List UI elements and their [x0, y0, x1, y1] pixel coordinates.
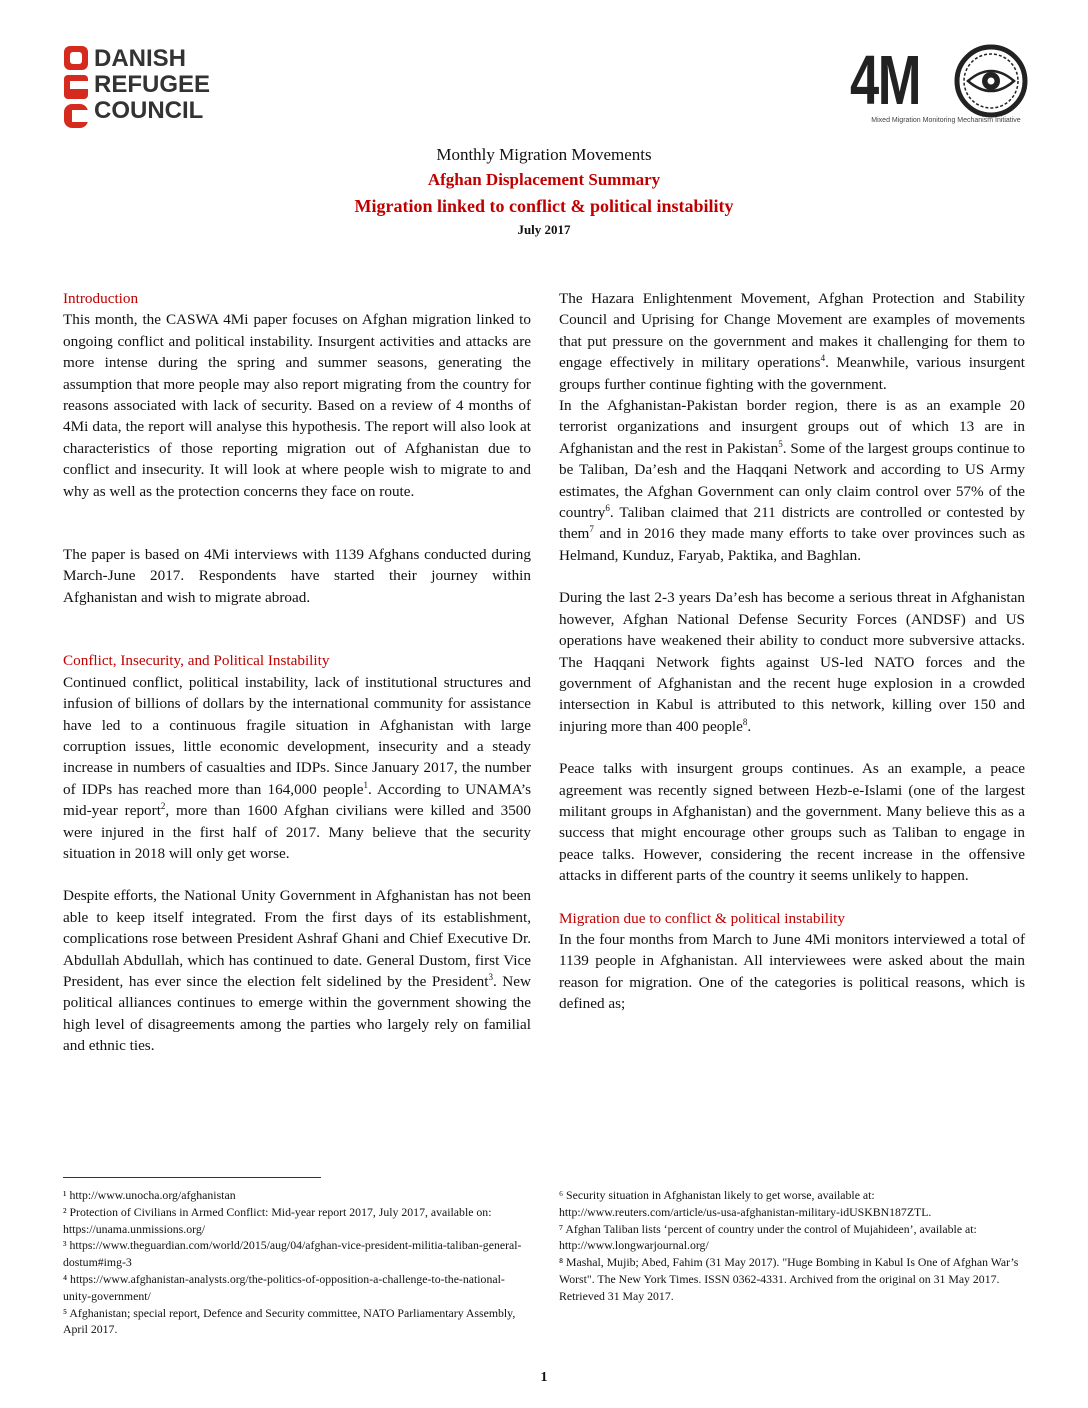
conflict-p1-text-b: . According to UNAMA’s mid-year report [63, 780, 531, 820]
drc-word-danish: DANISH [94, 45, 187, 72]
footnote-5: ⁵ Afghanistan; special report, Defence and Security committee, NATO Parliamentary Assembly, April 2017. [63, 1305, 516, 1337]
document-title: Monthly Migration Movements [436, 145, 652, 164]
introduction-paragraph-1: This month, the CASWA 4Mi paper focuses on Afghan migration linked to ongoing conflict and political instability. Insurgent activities and attacks are more intense during the spring and summer seasons, generating the assumption that more people may also report migrating from the country for reasons associated with lack of security. Based on a review of 4 months of 4Mi data, the report will analyse this hypothesis. The report will also look at characteristics of those reporting migration out of Afghanistan due to conflict and insecurity. It will look at where people wish to migrate to and why as well as the protection concerns they face on route. [63, 311, 531, 500]
right-p2-text-b: . Some of the largest groups continue to be Taliban, Da’esh and the Haqqani Network and according to US Army estimates, the Afghan Government can only claim control over 57% of the country [559, 439, 1025, 522]
drc-mark-icon [62, 46, 90, 128]
footnote-ref-7: 7 [589, 524, 594, 535]
footnote-1: ¹ http://www.unocha.org/afghanistan [63, 1188, 236, 1202]
right-p2-text-a: In the Afghanistan-Pakistan border region, there is as an example 20 terrorist organizations and insurgent groups out of which 13 are in Afghanistan and the rest in Pakistan [559, 397, 1025, 457]
eye-emblem-icon [954, 44, 1028, 118]
conflict-p1-text-c: , more than 1600 Afghan civilians were killed and 3500 were injured in the first half of 2017. Many believe that the security situation in 2018 will only get worse. [63, 802, 531, 862]
introduction-heading: Introduction [63, 290, 139, 307]
right-paragraph-1 [559, 288, 1025, 395]
footnote-4: ⁴ https://www.afghanistan-analysts.org/the-politics-of-opposition-a-challenge-to-the-national-unity-government/ [63, 1271, 505, 1303]
right-paragraph-5: In the four months from March to June 4Mi monitors interviewed a total of 1139 people in Afghanistan. All interviewees were asked about the main reason for migration. One of the categories is political reasons, which is defined as; [559, 930, 1025, 1013]
4mi-caption: Mixed Migration Monitoring Mechanism Initiative [871, 117, 1021, 124]
right-p2-text-c: . Taliban claimed that 211 districts are controlled or contested by them [559, 504, 1025, 543]
footnote-ref-5: 5 [778, 438, 783, 449]
conflict-p2-text-a: Despite efforts, the National Unity Government in Afghanistan has not been able to keep itself integrated. From the first days of its establishment, complications rose between President Ashraf Ghani and Chief Executive Dr. Abdullah Abdullah, which has continued to date. General Dustom, first Vice President, has ever since the election felt sidelined by the President [63, 887, 531, 990]
introduction-paragraph-2: The paper is based on 4Mi interviews with 1139 Afghans conducted during March-June 2017. Respondents have started their journey within Afghanistan and wish to migrate abroad. [63, 546, 531, 606]
right-p1-text-a: The Hazara Enlightenment Movement, Afghan Protection and Stability Council and Uprising for Change Movement are examples of movements that put pressure on the government and makes it challenging for them to engage effectively in military operations [559, 290, 1025, 372]
right-column [559, 288, 1025, 1015]
conflict-heading: Conflict, Insecurity, and Political Instability [63, 652, 330, 670]
footnotes-right [559, 1187, 1025, 1305]
document-topic: Migration linked to conflict & political instability [354, 196, 734, 216]
drc-word-refugee: REFUGEE [94, 71, 211, 98]
drc-logo [62, 46, 242, 128]
footnote-ref-2: 2 [160, 801, 166, 812]
footnote-ref-4: 4 [820, 353, 826, 364]
footnote-ref-1: 1 [363, 779, 368, 790]
footnote-ref-3: 3 [488, 971, 493, 982]
footnote-ref-8: 8 [742, 716, 748, 727]
conflict-paragraph-1 [63, 672, 531, 865]
footnote-divider [63, 1177, 321, 1178]
right-paragraph-3 [559, 587, 1025, 737]
right-p3-text-b: . [747, 717, 752, 735]
right-p2-text-d: and in 2016 they made many efforts to take over provinces such as Helmand, Kunduz, Faryab, Paktika, and Baghlan. [559, 525, 1025, 564]
conflict-p1-text-a: Continued conflict, political instability, lack of institutional structures and infusion of billions of dollars by the international community for assistance have led to a continuous fragile situation in Afghanistan with large corruption issues, little economic development, insecurity and a steady increase in numbers of casualties and IDPs. Since January 2017, the number of IDPs has reached more than 164,000 people [63, 673, 531, 798]
4mi-logo-text: 4M [850, 41, 920, 119]
footnotes-left [63, 1187, 531, 1338]
drc-word-council: COUNCIL [94, 97, 204, 124]
footnote-3: ³ https://www.theguardian.com/world/2015/aug/04/afghan-vice-president-militia-taliban-general-dostum#img-3 [63, 1238, 522, 1270]
page-number: 1 [540, 1370, 548, 1385]
footnote-7: ⁷ Afghan Taliban lists ‘percent of country under the control of Mujahideen’, available at: http://www.longwarjournal.org/ [559, 1221, 977, 1253]
footnote-6: ⁶ Security situation in Afghanistan likely to get worse, available at: http://www.reuters.com/article/us-usa-afghanistan-military-idUSKBN187ZTL. [559, 1188, 932, 1219]
footnote-2: ² Protection of Civilians in Armed Conflict: Mid-year report 2017, July 2017, available on: https://unama.unmissions.org/ [63, 1204, 492, 1236]
conflict-paragraph-2 [63, 885, 531, 1056]
left-column [63, 288, 531, 1057]
right-p1-text-b: . Meanwhile, various insurgent groups further continue fighting with the government. [559, 354, 1025, 393]
4mi-logo [846, 41, 1046, 134]
footnote-ref-6: 6 [605, 503, 610, 513]
footnote-8: ⁸ Mashal, Mujib; Abed, Fahim (31 May 2017). "Huge Bombing in Kabul Is One of Afghan War’s Worst". The New York Times. ISSN 0362-4331. Archived from the original on 31 May 2017. Retrieved 31 May 2017. [559, 1255, 1019, 1303]
right-paragraph-2 [559, 395, 1025, 566]
migration-heading: Migration due to conflict & political instability [559, 909, 845, 927]
right-p3-text-a: During the last 2-3 years Da’esh has become a serious threat in Afghanistan however, Afghan National Defense Security Forces (ANDSF) and US operations have weakened their ability to conduct more subversive attacks. The Haqqani Network fights against US-led NATO forces and the government of Afghanistan and the recent huge explosion in a crowded intersection in Kabul is attributed to this network, killing over 150 and injuring more than 400 people [559, 589, 1025, 735]
document-subtitle: Afghan Displacement Summary [427, 170, 661, 189]
drc-name [94, 46, 210, 124]
conflict-p2-text-b: . New political alliances continues to emerge within the government showing the high level of disagreements among the parties who largely rely on familial and ethnic ties. [63, 972, 531, 1055]
document-date: July 2017 [517, 222, 571, 237]
right-paragraph-4: Peace talks with insurgent groups continues. As an example, a peace agreement was recently signed between Hezb-e-Islami (one of the largest militant groups in Afghanistan) and the government. Many believe this as a success that might encourage other groups such as Taliban to engage in peace talks. However, considering the recent increase in the offensive attacks in different parts of the country it seems unlikely to happen. [559, 760, 1025, 885]
